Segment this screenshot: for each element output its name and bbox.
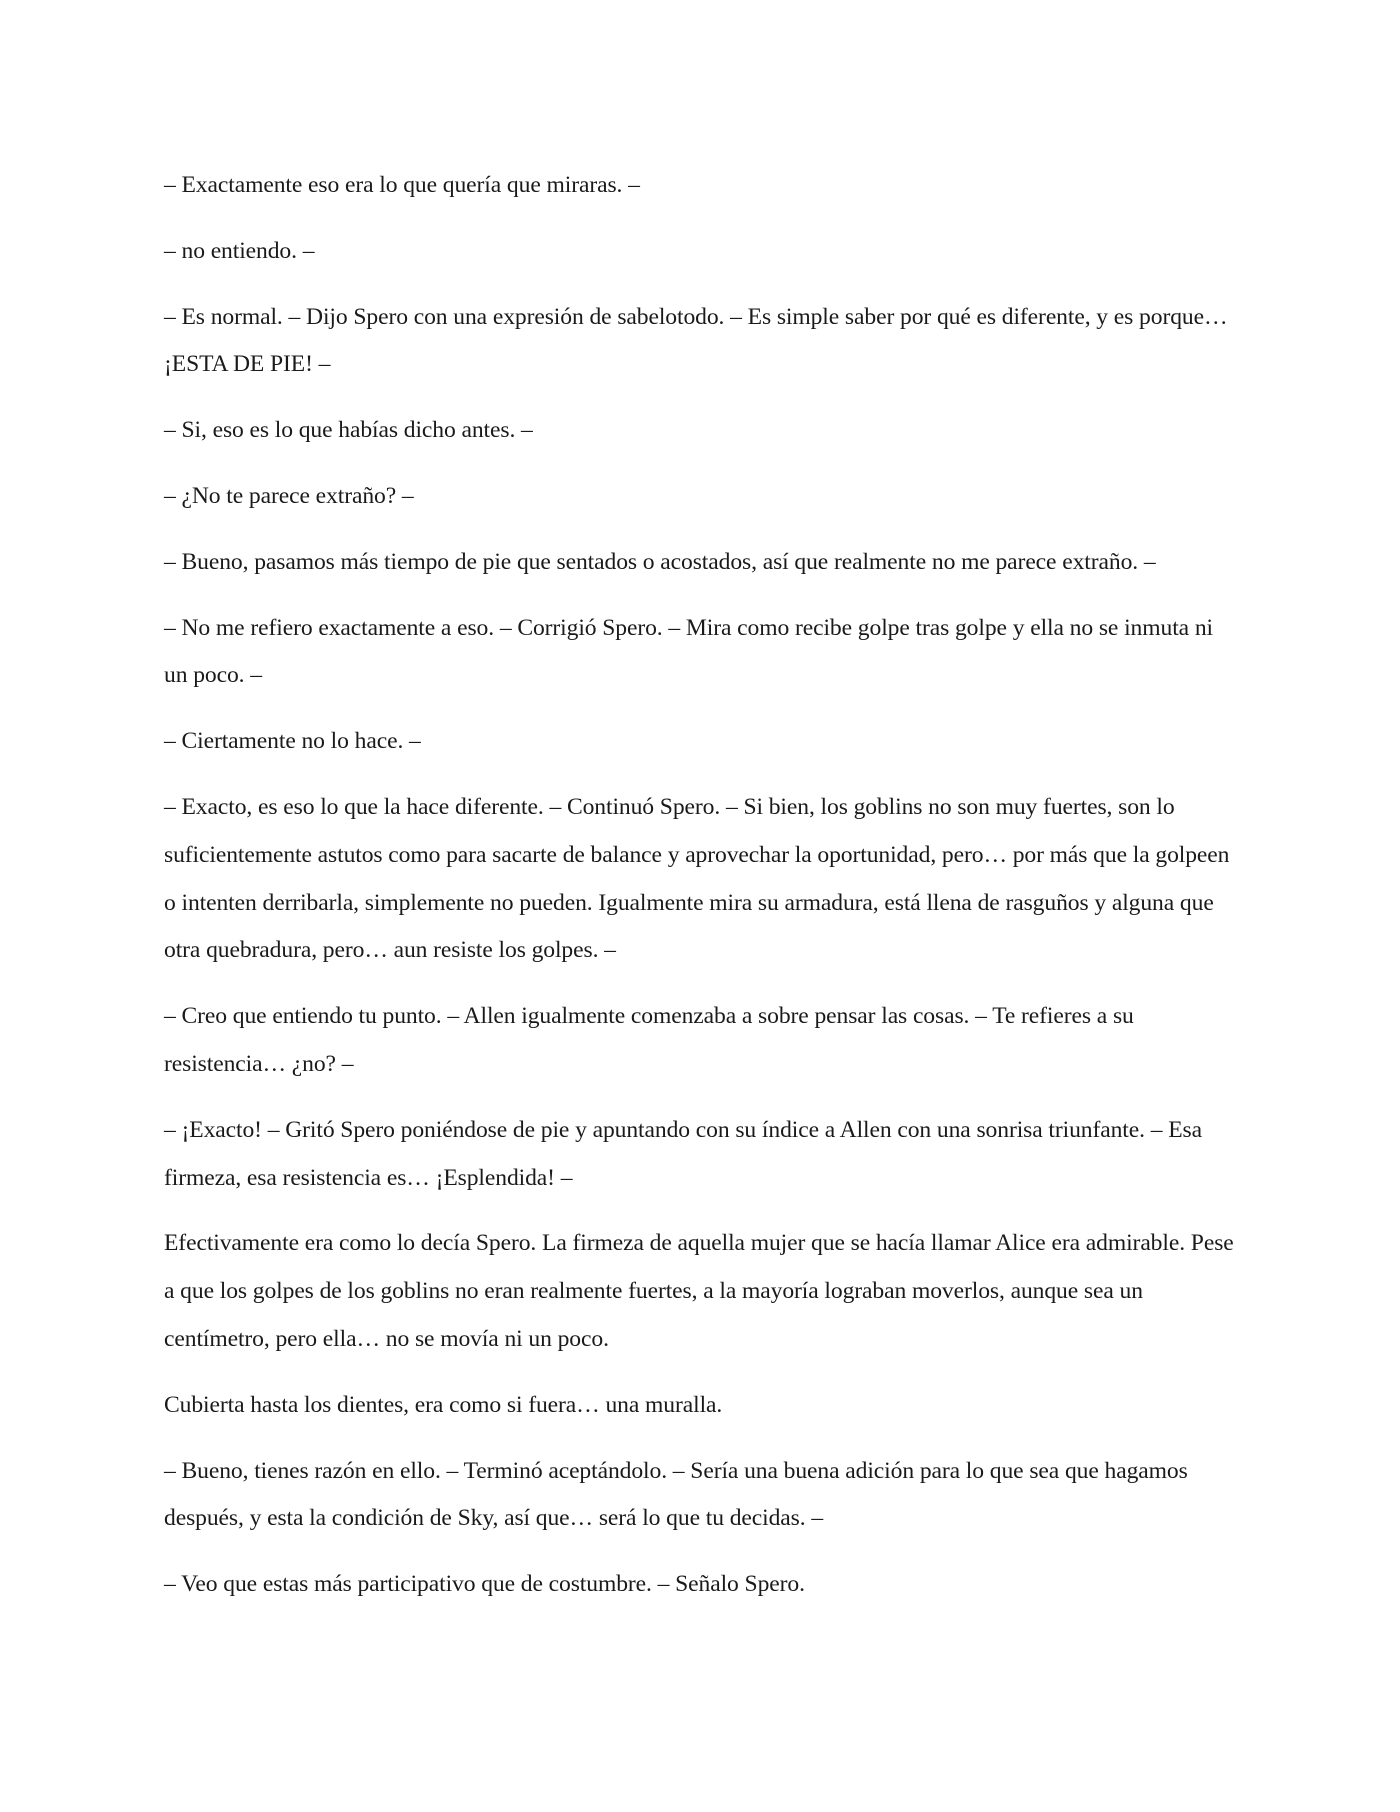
paragraph: Efectivamente era como lo decía Spero. La firmeza de aquella mujer que se hacía llamar Alice era admirable. Pese a que los golpes de los goblins no eran realmente fuertes, a la mayoría lograban moverlos, aunque sea un centímetro, pero ella… no se movía ni un poco. xyxy=(164,1230,1234,1352)
paragraph: – Exactamente eso era lo que quería que miraras. – xyxy=(164,172,640,198)
paragraph: – ¡Exacto! – Gritó Spero poniéndose de pie y apuntando con su índice a Allen con una sonrisa triunfante. – Esa firmeza, esa resistencia es… ¡Esplendida! – xyxy=(164,1116,1202,1191)
paragraph: – no entiendo. – xyxy=(164,237,315,264)
document-body xyxy=(164,162,1236,1627)
paragraph: – No me refiero exactamente a eso. – Corrigió Spero. – Mira como recibe golpe tras golpe y ella no se inmuta ni un poco. – xyxy=(164,614,1213,689)
paragraph: – Creo que entiendo tu punto. – Allen igualmente comenzaba a sobre pensar las cosas. – Te refieres a su resistencia… ¿no? – xyxy=(164,1003,1134,1077)
paragraph: – Es normal. – Dijo Spero con una expresión de sabelotodo. – Es simple saber por qué es diferente, y es porque… ¡ESTA DE PIE! – xyxy=(164,303,1228,378)
paragraph: – Exacto, es eso lo que la hace diferente. – Continuó Spero. – Si bien, los goblins no son muy fuertes, son lo suficientemente astutos como para sacarte de balance y aprovechar la oportunidad, pero… por más que la golpeen o intenten derribarla, simplemente no pueden. Igualmente mira su armadura, está llena de rasguños y alguna que otra quebradura, pero… aun resiste los golpes. – xyxy=(164,793,1230,964)
paragraph: – Veo que estas más participativo que de costumbre. – Señalo Spero. xyxy=(164,1571,805,1598)
paragraph: – Ciertamente no lo hace. – xyxy=(164,728,421,755)
paragraph: Cubierta hasta los dientes, era como si fuera… una muralla. xyxy=(164,1391,723,1418)
paragraph: – Si, eso es lo que habías dicho antes. – xyxy=(164,417,533,444)
paragraph: – Bueno, pasamos más tiempo de pie que sentados o acostados, así que realmente no me parece extraño. – xyxy=(164,548,1156,575)
paragraph: – ¿No te parece extraño? – xyxy=(164,482,414,509)
paragraph: – Bueno, tienes razón en ello. – Terminó aceptándolo. – Sería una buena adición para lo que sea que hagamos después, y esta la condición de Sky, así que… será lo que tu decidas. – xyxy=(164,1457,1188,1532)
